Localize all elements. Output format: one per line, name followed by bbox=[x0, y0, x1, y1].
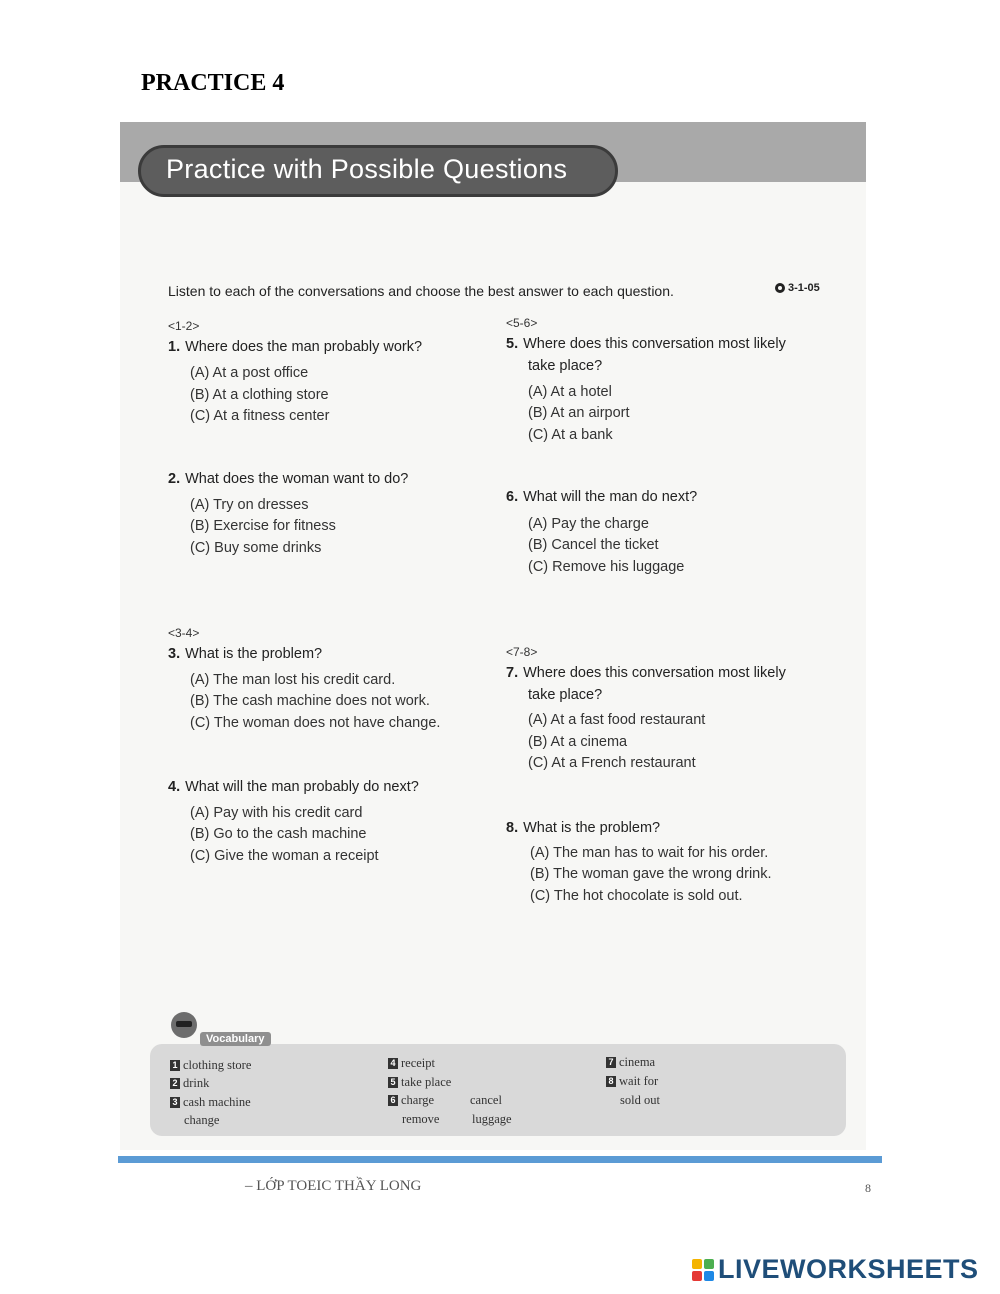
q1-option-b[interactable]: (B) At a clothing store bbox=[190, 387, 329, 403]
logo-square bbox=[704, 1271, 714, 1281]
q4-option-c[interactable]: (C) Give the woman a receipt bbox=[190, 848, 379, 864]
question-4 bbox=[168, 779, 419, 795]
q6-option-b[interactable]: (B) Cancel the ticket bbox=[528, 537, 659, 553]
vocab-number: 8 bbox=[606, 1076, 616, 1087]
vocab-item: cancel bbox=[470, 1093, 502, 1107]
vocab-term: take place bbox=[401, 1075, 452, 1089]
vocab-number: 3 bbox=[170, 1097, 180, 1108]
vocab-term: wait for bbox=[619, 1074, 659, 1088]
liveworksheets-logo[interactable] bbox=[692, 1254, 979, 1285]
q6-option-c[interactable]: (C) Remove his luggage bbox=[528, 559, 685, 575]
question-3 bbox=[168, 646, 322, 662]
q2-option-b[interactable]: (B) Exercise for fitness bbox=[190, 518, 336, 534]
vocab-number: 2 bbox=[170, 1078, 180, 1089]
vocab-item bbox=[170, 1076, 209, 1091]
footer-text: – LỚP TOEIC THẦY LONG bbox=[245, 1178, 422, 1194]
question-8 bbox=[506, 820, 660, 836]
vocab-term: cash machine bbox=[183, 1095, 251, 1109]
q8-option-b[interactable]: (B) The woman gave the wrong drink. bbox=[530, 866, 772, 882]
vocab-term: drink bbox=[183, 1076, 210, 1090]
question-number: 1. bbox=[168, 339, 181, 355]
question-text: Where does this conversation most likely bbox=[523, 665, 786, 681]
vocab-number: 6 bbox=[388, 1095, 398, 1106]
q1-option-c[interactable]: (C) At a fitness center bbox=[190, 408, 330, 424]
logo-square bbox=[704, 1259, 714, 1269]
logo-text: LIVEWORKSHEETS bbox=[718, 1254, 979, 1284]
question-7-continued: take place? bbox=[528, 687, 603, 703]
question-text: What is the problem? bbox=[185, 646, 323, 662]
question-text: Where does the man probably work? bbox=[185, 339, 423, 355]
vocab-item: change bbox=[184, 1113, 220, 1127]
question-number: 2. bbox=[168, 471, 181, 487]
question-6 bbox=[506, 489, 697, 505]
logo-grid-icon bbox=[692, 1259, 714, 1281]
q8-option-a[interactable]: (A) The man has to wait for his order. bbox=[530, 845, 769, 861]
vocab-item bbox=[170, 1058, 251, 1073]
question-text: What is the problem? bbox=[523, 820, 661, 836]
group-label-1-2: <1-2> bbox=[168, 319, 200, 333]
vocab-term: receipt bbox=[401, 1056, 436, 1070]
vocab-number: 5 bbox=[388, 1077, 398, 1088]
vocab-item: remove bbox=[402, 1112, 440, 1126]
q5-option-c[interactable]: (C) At a bank bbox=[528, 427, 613, 443]
vocab-item bbox=[606, 1055, 655, 1070]
question-5 bbox=[506, 336, 786, 352]
banner-title: Practice with Possible Questions bbox=[166, 154, 568, 184]
question-2 bbox=[168, 471, 408, 487]
page-heading: PRACTICE 4 bbox=[141, 70, 285, 96]
vocab-item bbox=[388, 1056, 435, 1071]
vocab-number: 4 bbox=[388, 1058, 398, 1069]
question-text: What will the man do next? bbox=[523, 489, 698, 505]
vocab-item bbox=[388, 1075, 451, 1090]
logo-square bbox=[692, 1259, 702, 1269]
q7-option-c[interactable]: (C) At a French restaurant bbox=[528, 755, 696, 771]
scanned-page bbox=[120, 122, 866, 1150]
vocab-item: luggage bbox=[472, 1112, 512, 1126]
vocab-term: clothing store bbox=[183, 1058, 252, 1072]
footer-divider bbox=[118, 1156, 882, 1163]
vocab-item bbox=[170, 1095, 251, 1110]
q3-option-b[interactable]: (B) The cash machine does not work. bbox=[190, 693, 430, 709]
vocab-number: 1 bbox=[170, 1060, 180, 1071]
vocab-item bbox=[388, 1093, 434, 1108]
vocab-term: charge bbox=[401, 1093, 435, 1107]
question-7 bbox=[506, 665, 786, 681]
page-number: 8 bbox=[865, 1181, 871, 1195]
q3-option-a[interactable]: (A) The man lost his credit card. bbox=[190, 672, 396, 688]
q7-option-b[interactable]: (B) At a cinema bbox=[528, 734, 628, 750]
audio-disc-icon bbox=[775, 283, 785, 293]
question-number: 4. bbox=[168, 779, 181, 795]
q5-option-a[interactable]: (A) At a hotel bbox=[528, 384, 612, 400]
question-text: What does the woman want to do? bbox=[185, 471, 409, 487]
vocab-item bbox=[606, 1074, 658, 1089]
group-label-3-4: <3-4> bbox=[168, 626, 200, 640]
logo-square bbox=[692, 1271, 702, 1281]
q2-option-c[interactable]: (C) Buy some drinks bbox=[190, 540, 322, 556]
question-1 bbox=[168, 339, 422, 355]
question-number: 6. bbox=[506, 489, 519, 505]
group-label-5-6: <5-6> bbox=[506, 316, 538, 330]
group-label-7-8: <7-8> bbox=[506, 645, 538, 659]
q6-option-a[interactable]: (A) Pay the charge bbox=[528, 516, 649, 532]
q3-option-c[interactable]: (C) The woman does not have change. bbox=[190, 715, 441, 731]
question-text: What will the man probably do next? bbox=[185, 779, 419, 795]
q4-option-b[interactable]: (B) Go to the cash machine bbox=[190, 826, 367, 842]
question-number: 8. bbox=[506, 820, 519, 836]
instructions: Listen to each of the conversations and choose the best answer to each question. bbox=[168, 283, 674, 299]
vocab-item: sold out bbox=[620, 1093, 660, 1107]
vocab-term: cinema bbox=[619, 1055, 656, 1069]
q1-option-a[interactable]: (A) At a post office bbox=[190, 365, 309, 381]
q5-option-b[interactable]: (B) At an airport bbox=[528, 405, 630, 421]
question-5-continued: take place? bbox=[528, 358, 603, 374]
vocabulary-mascot-icon bbox=[171, 1012, 197, 1038]
question-text: Where does this conversation most likely bbox=[523, 336, 786, 352]
track-number: 3-1-05 bbox=[788, 282, 820, 294]
audio-track bbox=[775, 282, 820, 294]
q8-option-c[interactable]: (C) The hot chocolate is sold out. bbox=[530, 888, 743, 904]
question-number: 3. bbox=[168, 646, 181, 662]
vocabulary-label: Vocabulary bbox=[200, 1032, 271, 1046]
q4-option-a[interactable]: (A) Pay with his credit card bbox=[190, 805, 363, 821]
vocab-number: 7 bbox=[606, 1057, 616, 1068]
question-number: 5. bbox=[506, 336, 519, 352]
question-number: 7. bbox=[506, 665, 519, 681]
q2-option-a[interactable]: (A) Try on dresses bbox=[190, 497, 309, 513]
q7-option-a[interactable]: (A) At a fast food restaurant bbox=[528, 712, 706, 728]
